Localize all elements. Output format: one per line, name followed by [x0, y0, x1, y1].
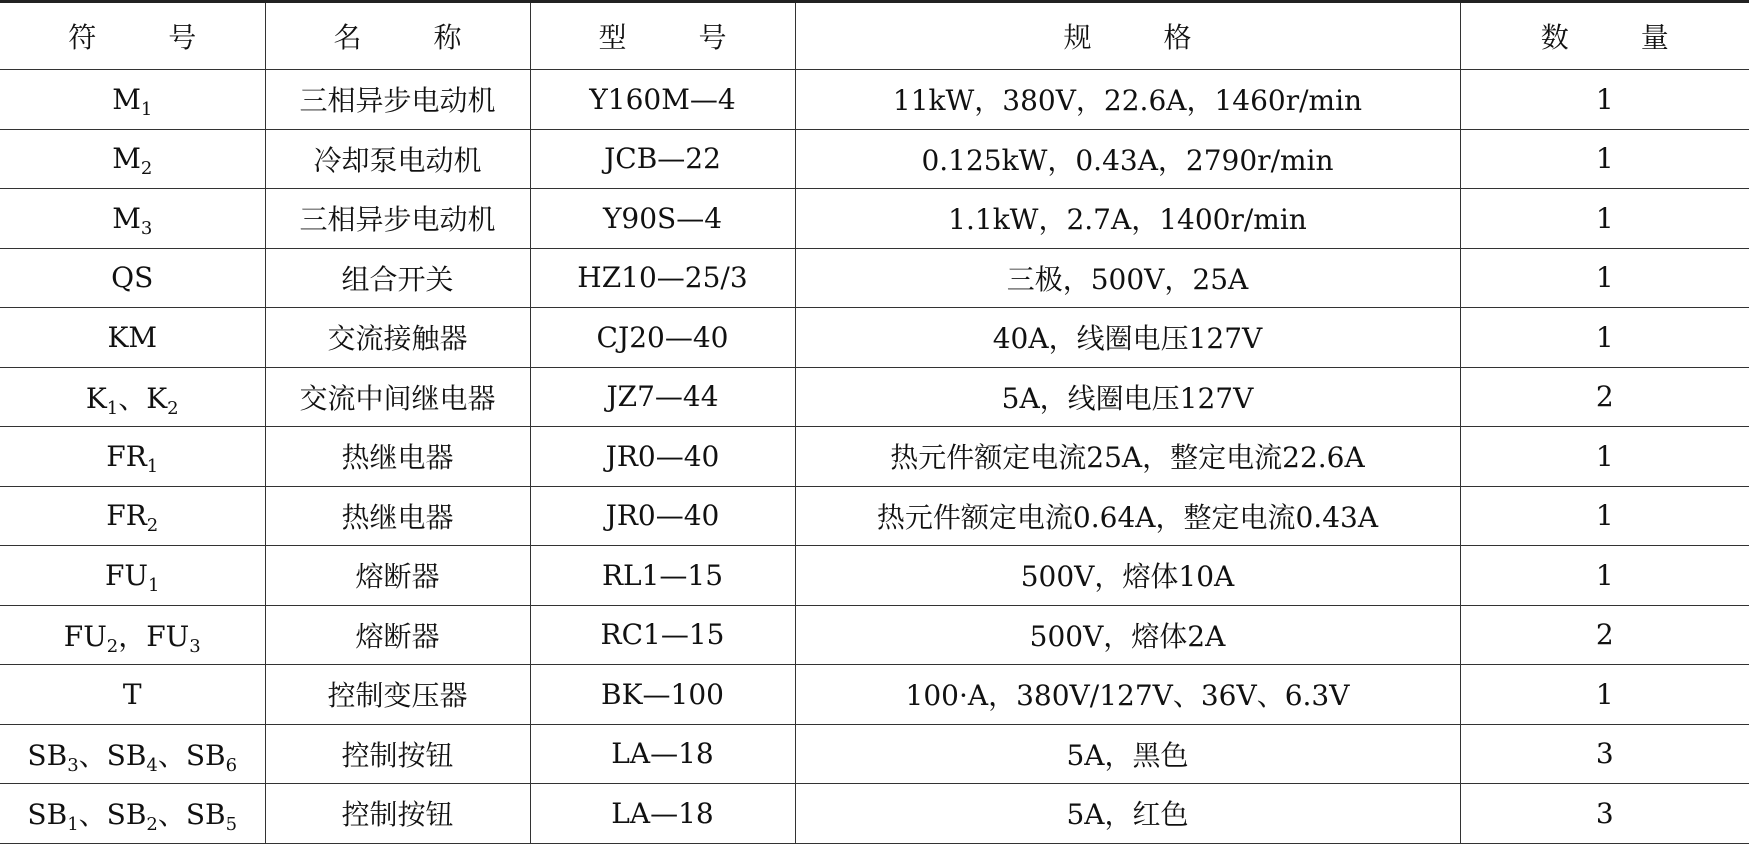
cell-spec: 三极，500V，25A: [795, 248, 1460, 308]
symbol-subscript: 2: [167, 397, 179, 419]
cell-name: 熔断器: [265, 605, 530, 665]
cell-quantity: 1: [1460, 189, 1749, 249]
cell-model: JR0—40: [530, 486, 795, 546]
cell-quantity: 2: [1460, 367, 1749, 427]
table-row: [0, 546, 1749, 606]
symbol-subscript: 1: [146, 455, 159, 477]
header-model-char-1: 型: [598, 21, 627, 54]
symbol-subscript: 3: [67, 754, 79, 776]
symbol-text: 、SB: [78, 738, 147, 772]
cell-name: 热继电器: [265, 427, 530, 487]
cell-symbol: [0, 367, 265, 427]
cell-spec: 5A，线圈电压127V: [795, 367, 1460, 427]
cell-symbol: [0, 248, 265, 308]
cell-symbol: [0, 665, 265, 725]
symbol-text: FU: [63, 619, 107, 653]
cell-name: 熔断器: [265, 546, 530, 606]
symbol-subscript: 3: [140, 217, 153, 239]
cell-quantity: 1: [1460, 427, 1749, 487]
cell-quantity: 1: [1460, 248, 1749, 308]
symbol-text: FU: [105, 558, 149, 592]
table-row: [0, 665, 1749, 725]
symbol-subscript: 1: [67, 814, 79, 836]
cell-name: 三相异步电动机: [265, 70, 530, 130]
table-row: [0, 367, 1749, 427]
cell-symbol: [0, 189, 265, 249]
cell-quantity: 1: [1460, 70, 1749, 130]
cell-name: 控制变压器: [265, 665, 530, 725]
symbol-text: SB: [27, 738, 68, 772]
symbol-text: SB: [27, 798, 68, 832]
symbol-text: FR: [106, 439, 147, 473]
cell-spec: 100·A，380V/127V、36V、6.3V: [795, 665, 1460, 725]
cell-symbol: [0, 129, 265, 189]
table-row: [0, 486, 1749, 546]
header-quantity-char-1: 数: [1540, 21, 1569, 54]
header-spec: [795, 2, 1460, 70]
cell-symbol: [0, 724, 265, 784]
table-row: [0, 784, 1749, 844]
cell-name: 控制按钮: [265, 724, 530, 784]
cell-symbol: [0, 427, 265, 487]
cell-symbol: [0, 784, 265, 844]
symbol-subscript: 2: [140, 158, 153, 180]
table-row: [0, 308, 1749, 368]
cell-model: LA—18: [530, 724, 795, 784]
symbol-subscript: 4: [146, 754, 158, 776]
table-row: [0, 605, 1749, 665]
cell-model: BK—100: [530, 665, 795, 725]
symbol-text: T: [122, 677, 142, 711]
symbol-text: M: [112, 201, 141, 235]
symbol-text: K: [85, 381, 107, 415]
cell-model: HZ10—25/3: [530, 248, 795, 308]
symbol-text: QS: [111, 261, 154, 295]
cell-name: 控制按钮: [265, 784, 530, 844]
cell-quantity: 1: [1460, 486, 1749, 546]
symbol-subscript: 2: [146, 814, 158, 836]
symbol-text: 、SB: [157, 738, 226, 772]
cell-spec: 0.125kW，0.43A，2790r/min: [795, 129, 1460, 189]
cell-quantity: 1: [1460, 546, 1749, 606]
cell-model: LA—18: [530, 784, 795, 844]
symbol-subscript: 1: [140, 98, 153, 120]
table-row: [0, 70, 1749, 130]
cell-quantity: 1: [1460, 129, 1749, 189]
table-body: [0, 70, 1749, 844]
cell-name: 交流中间继电器: [265, 367, 530, 427]
header-symbol-char-1: 符: [68, 21, 97, 54]
symbol-subscript: 5: [225, 814, 238, 836]
cell-name: 三相异步电动机: [265, 189, 530, 249]
cell-model: JR0—40: [530, 427, 795, 487]
cell-spec: 11kW，380V，22.6A，1460r/min: [795, 70, 1460, 130]
symbol-subscript: 2: [106, 635, 119, 657]
header-model-char-2: 号: [698, 21, 727, 54]
header-symbol: [0, 2, 265, 70]
header-symbol-char-2: 号: [168, 21, 197, 54]
cell-model: RC1—15: [530, 605, 795, 665]
cell-name: 热继电器: [265, 486, 530, 546]
cell-spec: 热元件额定电流0.64A，整定电流0.43A: [795, 486, 1460, 546]
cell-model: JZ7—44: [530, 367, 795, 427]
cell-model: Y160M—4: [530, 70, 795, 130]
table-row: [0, 427, 1749, 487]
cell-quantity: 1: [1460, 308, 1749, 368]
symbol-subscript: 1: [148, 574, 160, 596]
cell-spec: 500V，熔体10A: [795, 546, 1460, 606]
cell-name: 组合开关: [265, 248, 530, 308]
cell-spec: 1.1kW，2.7A，1400r/min: [795, 189, 1460, 249]
symbol-text: 、SB: [157, 798, 226, 832]
header-name-char-1: 名: [333, 21, 362, 54]
symbol-text: ，FU: [118, 619, 190, 653]
cell-model: JCB—22: [530, 129, 795, 189]
header-quantity: [1460, 2, 1749, 70]
symbol-text: M: [112, 142, 141, 176]
symbol-subscript: 3: [189, 635, 201, 657]
cell-model: RL1—15: [530, 546, 795, 606]
cell-spec: 500V，熔体2A: [795, 605, 1460, 665]
cell-spec: 5A，黑色: [795, 724, 1460, 784]
header-row: [0, 2, 1749, 70]
cell-symbol: [0, 605, 265, 665]
symbol-text: 、K: [118, 381, 168, 415]
table-row: [0, 129, 1749, 189]
cell-quantity: 1: [1460, 665, 1749, 725]
symbol-subscript: 1: [106, 397, 119, 419]
cell-symbol: [0, 70, 265, 130]
symbol-subscript: 2: [146, 515, 159, 537]
header-name: [265, 2, 530, 70]
cell-model: CJ20—40: [530, 308, 795, 368]
symbol-text: FR: [106, 499, 147, 533]
header-model: [530, 2, 795, 70]
cell-quantity: 2: [1460, 605, 1749, 665]
cell-symbol: [0, 486, 265, 546]
header-quantity-char-2: 量: [1640, 21, 1669, 54]
symbol-text: 、SB: [78, 798, 147, 832]
cell-model: Y90S—4: [530, 189, 795, 249]
table-row: [0, 724, 1749, 784]
symbol-text: M: [112, 82, 141, 116]
cell-symbol: [0, 308, 265, 368]
symbol-text: KM: [107, 320, 158, 354]
symbol-subscript: 6: [225, 754, 238, 776]
table-row: [0, 189, 1749, 249]
table-row: [0, 248, 1749, 308]
cell-name: 交流接触器: [265, 308, 530, 368]
cell-name: 冷却泵电动机: [265, 129, 530, 189]
cell-symbol: [0, 546, 265, 606]
header-spec-char-1: 规: [1063, 21, 1092, 54]
cell-spec: 40A，线圈电压127V: [795, 308, 1460, 368]
cell-quantity: 3: [1460, 784, 1749, 844]
header-spec-char-2: 格: [1163, 21, 1192, 54]
cell-quantity: 3: [1460, 724, 1749, 784]
header-name-char-2: 称: [433, 21, 462, 54]
cell-spec: 热元件额定电流25A，整定电流22.6A: [795, 427, 1460, 487]
cell-spec: 5A，红色: [795, 784, 1460, 844]
